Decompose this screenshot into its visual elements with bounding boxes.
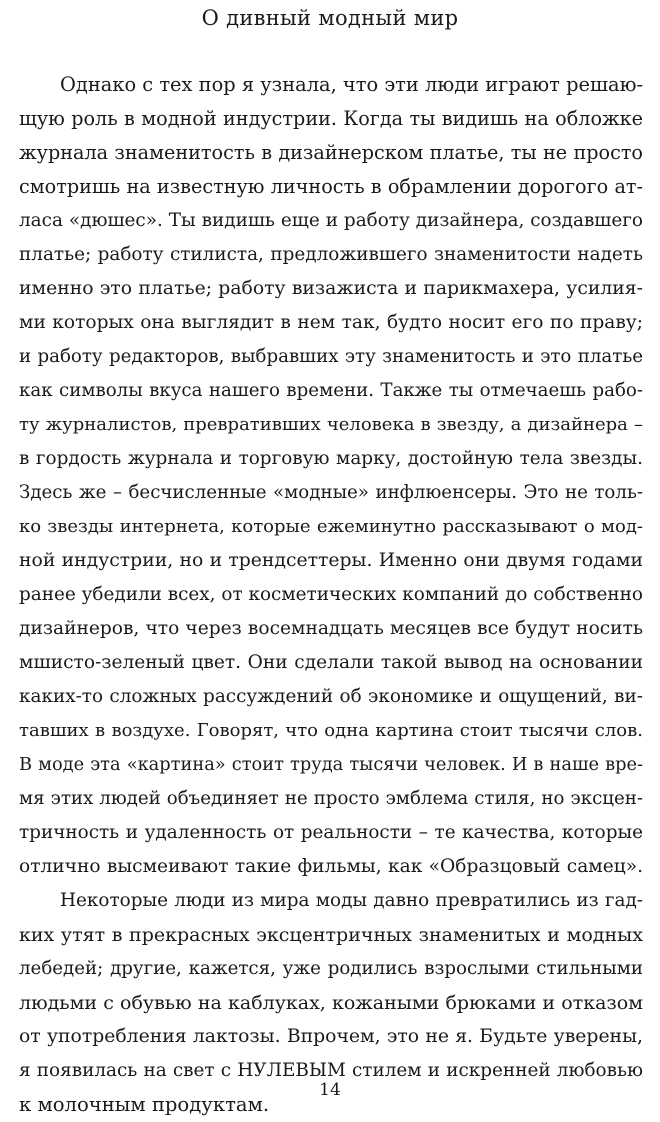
text-line: платье; работу стилиста, предложившего знаменитости надеть xyxy=(19,244,643,265)
text-line: каких-то сложных рассуждений об экономике и ощущений, ви- xyxy=(19,686,643,707)
text-line: Некоторые люди из мира моды давно превратились из гад- xyxy=(60,890,643,911)
text-line: людьми с обувью на каблуках, кожаными брюками и отказом xyxy=(19,992,643,1014)
text-line: в гордость журнала и торговую марку, достойную тела звезды. xyxy=(19,448,643,469)
text-line: ко звезды интернета, которые ежеминутно рассказывают о мод- xyxy=(19,516,643,537)
text-line: к молочным продуктам. xyxy=(19,1093,270,1116)
text-line: В моде эта «картина» стоит труда тысячи человек. И в наше вре- xyxy=(19,754,643,775)
text-line: мя этих людей объединяет не просто эмблема стиля, но эксцен- xyxy=(19,788,643,809)
text-line: щую роль в модной индустрии. Когда ты видишь на обложке xyxy=(19,107,643,130)
text-line: дизайнеров, что через восемнадцать месяцев все будут носить xyxy=(19,618,643,639)
text-line: ной индустрии, но и трендсеттеры. Именно они двумя годами xyxy=(19,550,643,571)
text-line: смотришь на известную личность в обрамлении дорогого ат- xyxy=(19,175,643,198)
text-line: ту журналистов, превративших человека в звезду, а дизайнера – xyxy=(19,414,643,435)
text-line: тавших в воздухе. Говорят, что одна картина стоит тысячи слов. xyxy=(19,720,643,741)
text-line: ранее убедили всех, от косметических компаний до собственно xyxy=(19,584,643,605)
text-line: Однако с тех пор я узнала, что эти люди играют решаю- xyxy=(60,73,643,96)
running-head-title: О дивный модный мир xyxy=(201,6,459,30)
text-line: тричность и удаленность от реальности – те качества, которые xyxy=(19,822,643,843)
text-line: ласа «дюшес». Ты видишь еще и работу дизайнера, создавшего xyxy=(19,210,643,231)
text-line: от употребления лактозы. Впрочем, это не я. Будьте уверены, xyxy=(19,1026,643,1047)
text-line: я появилась на свет с НУЛЕВЫМ стилем и искренней любовью xyxy=(19,1060,643,1081)
text-line: журнала знаменитость в дизайнерском платье, ты не просто xyxy=(19,141,643,164)
text-line: ких утят в прекрасных эксцентричных знаменитых и модных xyxy=(19,924,643,946)
text-line: именно это платье; работу визажиста и парикмахера, усилия- xyxy=(19,278,643,299)
text-line: отлично высмеивают такие фильмы, как «Образцовый самец». xyxy=(19,856,643,877)
text-line: лебедей; другие, кажется, уже родились взрослыми стильными xyxy=(19,958,643,979)
text-line: Здесь же – бесчисленные «модные» инфлюенсеры. Это не толь- xyxy=(19,482,643,503)
text-line: ми которых она выглядит в нем так, будто носит его по праву; xyxy=(19,312,643,333)
text-line: мшисто-зеленый цвет. Они сделали такой вывод на основании xyxy=(19,652,643,673)
page-number: 14 xyxy=(319,1080,341,1100)
text-line: и работу редакторов, выбравших эту знаменитость и это платье xyxy=(19,346,643,367)
body-text xyxy=(19,68,643,1122)
text-line: как символы вкуса нашего времени. Также ты отмечаешь рабо- xyxy=(19,380,643,401)
